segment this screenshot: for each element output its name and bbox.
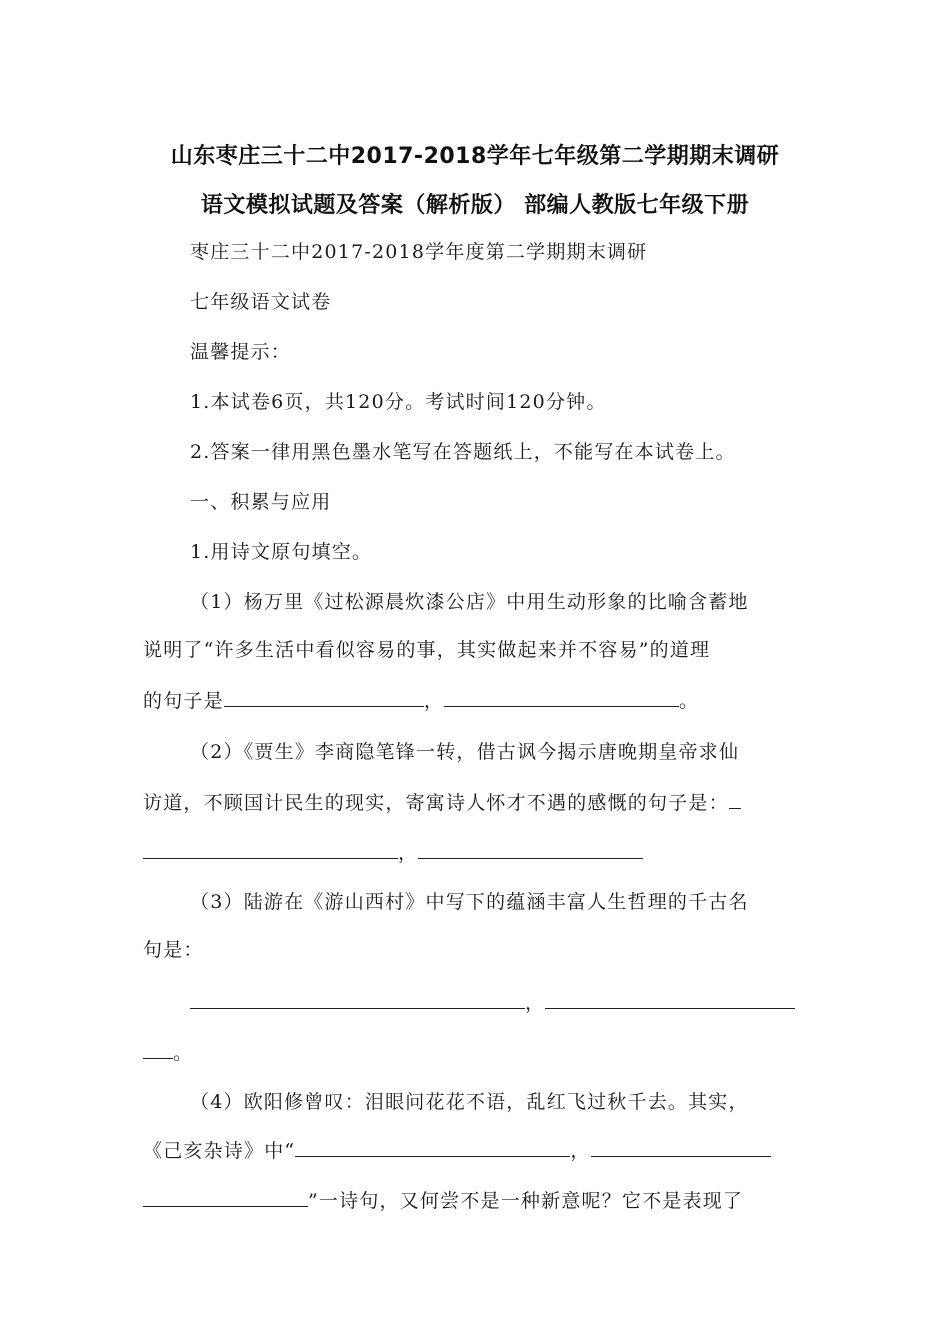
q1-3-line-b: 句是： [143,939,204,961]
q1-2-line-b [143,790,813,815]
q1-1-prefix: 的句子是 [143,690,224,712]
tip-2: 2.答案一律用黑色墨水笔写在答题纸上，不能写在本试卷上。 [190,441,736,463]
q1-3-line-c [190,990,810,1015]
answer-blank[interactable] [418,840,643,859]
q1-4-prefix: 《己亥杂诗》中“ [143,1140,296,1162]
q1-1-line-b: 说明了“许多生活中看似容易的事，其实做起来并不容易”的道理 [143,639,711,661]
q1-3-end: 。 [173,1042,194,1064]
q1-2-line-a: （2）《贾生》李商隐笔锋一转，借古讽今揭示唐晚期皇帝求仙 [190,741,740,763]
q1-4-line-b [143,1138,813,1163]
tips-label: 温馨提示： [190,341,292,363]
answer-blank[interactable] [190,990,525,1009]
q1-1-end: 。 [679,690,700,712]
q1-4-separator: ， [570,1140,591,1162]
q1-3-line-a: （3）陆游在《游山西村》中写下的蕴涵丰富人生哲理的千古名 [190,891,749,913]
answer-blank[interactable] [143,1188,308,1207]
answer-blank[interactable] [729,790,741,809]
q1-1-line-a: （1）杨万里《过松源晨炊漆公店》中用生动形象的比喻含蓄地 [190,591,749,613]
answer-blank[interactable] [143,840,398,859]
section-heading: 一、积累与应用 [190,491,332,513]
answer-blank[interactable] [143,1040,173,1059]
q1-2-separator: ， [398,842,419,864]
exam-subject: 七年级语文试卷 [190,291,332,313]
tip-1: 1.本试卷6页，共120分。考试时间120分钟。 [190,391,607,413]
q1-4-suffix: ”一诗句，又何尝不是一种新意呢？它不是表现了 [308,1190,744,1212]
answer-blank[interactable] [224,688,424,707]
q1-2-line-c [143,840,813,865]
doc-title-line2: 语文模拟试题及答案（解析版） 部编人教版七年级下册 [200,193,750,218]
q1-3-separator: ， [525,992,546,1014]
question-1: 1.用诗文原句填空。 [190,541,373,563]
answer-blank[interactable] [591,1138,771,1157]
q1-3-line-d [143,1040,813,1065]
q1-2-text: 访道，不顾国计民生的现实，寄寓诗人怀才不遇的感慨的句子是： [143,792,729,814]
answer-blank[interactable] [444,688,679,707]
doc-title-line1: 山东枣庄三十二中2017-2018学年七年级第二学期期末调研 [170,144,780,169]
exam-header: 枣庄三十二中2017-2018学年度第二学期期末调研 [190,241,648,263]
answer-blank[interactable] [295,1138,570,1157]
q1-4-line-a: （4）欧阳修曾叹：泪眼问花花不语，乱红飞过秋千去。其实， [190,1091,749,1113]
q1-4-line-c [143,1188,813,1213]
q1-1-line-c [143,688,813,713]
q1-1-separator: ， [423,690,445,712]
answer-blank[interactable] [545,990,795,1009]
